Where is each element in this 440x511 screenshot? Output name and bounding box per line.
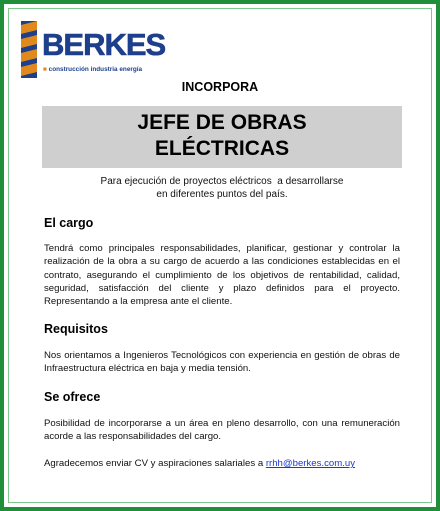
email-link[interactable]: rrhh@berkes.com.uy — [265, 458, 356, 469]
incorpora-label: INCORPORA — [181, 80, 259, 94]
subtitle-line-2: en diferentes puntos del país. — [156, 188, 288, 200]
job-subtitle — [42, 176, 402, 201]
requisitos-body: Nos orientamos a Ingenieros Tecnológicos con experiencia en gestión de obras de Infraestructura eléctrica en baja y media tensión. — [44, 350, 400, 375]
brand-tagline: ■ construcción industria energía — [43, 66, 143, 73]
subtitle-line-1: Para ejecución de proyectos eléctricos a desarrollarse — [100, 176, 344, 187]
heading-requisitos: Requisitos — [44, 322, 108, 336]
cargo-body: Tendrá como principales responsabilidades, planificar, gestionar y controlar la realización de la obra a su cargo de acuerdo a las condiciones establecidas en el contrato, asegurando el cumplimiento de los objetivos de rentabilidad, calidad, seguridad, satisfacción del cliente y plazo definidos para el proyecto. Representando a la empresa ante el cliente. — [44, 243, 400, 308]
job-title-line-1: JEFE DE OBRAS — [137, 111, 307, 134]
ofrece-body: Posibilidad de incorporarse a un área en pleno desarrollo, con una remuneración acorde a las responsabilidades del cargo. — [44, 418, 400, 443]
logo-stripes-icon — [21, 21, 37, 78]
berkes-logo — [21, 21, 166, 79]
heading-se-ofrece: Se ofrece — [44, 390, 101, 404]
heading-el-cargo: El cargo — [44, 216, 94, 230]
job-title — [42, 110, 402, 162]
contact-line — [44, 457, 400, 470]
job-title-line-2: ELÉCTRICAS — [154, 137, 290, 160]
brand-name: BERKES — [42, 27, 166, 62]
contact-text: Agradecemos enviar CV y aspiraciones salariales a — [44, 458, 266, 469]
